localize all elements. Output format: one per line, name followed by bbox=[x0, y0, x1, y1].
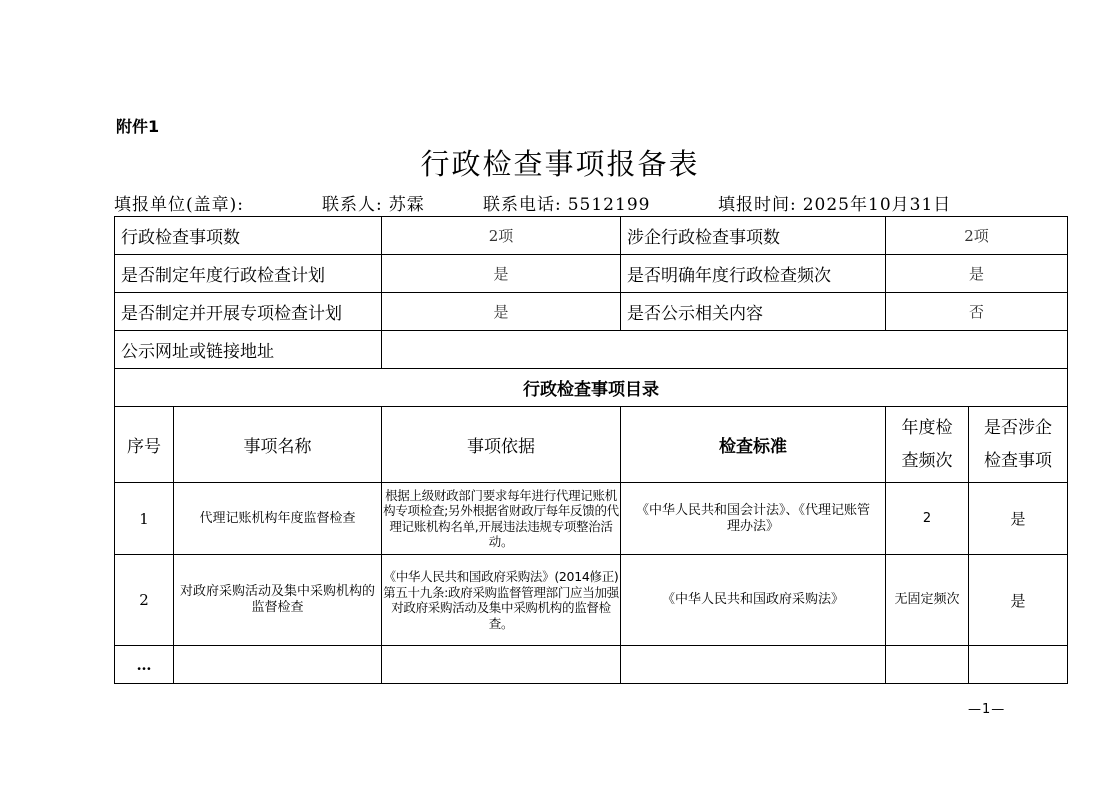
public-url-value bbox=[382, 331, 1068, 369]
item-basis: 《中华人民共和国政府采购法》(2014修正)第五十九条:政府采购监督管理部门应当加强对政府采购活动及集中采购机构的监督检查。 bbox=[382, 555, 621, 646]
summary-row bbox=[115, 255, 1068, 293]
summary-label: 是否制定年度行政检查计划 bbox=[115, 255, 382, 293]
inspection-table bbox=[114, 216, 1068, 684]
date-value: 2025年10月31日 bbox=[802, 195, 952, 215]
item-enterprise: 是 bbox=[969, 483, 1068, 555]
item-frequency: 2 bbox=[886, 483, 969, 555]
header-frequency-line2: 查频次 bbox=[901, 450, 953, 471]
summary-label: 是否公示相关内容 bbox=[621, 293, 886, 331]
header-enterprise bbox=[969, 407, 1068, 483]
contact-value: 苏霖 bbox=[388, 195, 425, 215]
summary-value: 是 bbox=[382, 255, 621, 293]
section-row bbox=[115, 369, 1068, 407]
empty-cell bbox=[969, 646, 1068, 684]
header-frequency bbox=[886, 407, 969, 483]
empty-cell bbox=[382, 646, 621, 684]
item-name: 对政府采购活动及集中采购机构的监督检查 bbox=[174, 555, 382, 646]
table-row bbox=[115, 483, 1068, 555]
phone-field bbox=[483, 190, 650, 215]
table-row bbox=[115, 555, 1068, 646]
item-standard: 《中华人民共和国政府采购法》 bbox=[621, 555, 886, 646]
header-standard: 检查标准 bbox=[621, 407, 886, 483]
phone-value: 5512199 bbox=[567, 195, 651, 215]
item-seq: 2 bbox=[115, 555, 174, 646]
item-standard: 《中华人民共和国会计法》、《代理记账管理办法》 bbox=[621, 483, 886, 555]
summary-row bbox=[115, 293, 1068, 331]
summary-value: 2项 bbox=[382, 217, 621, 255]
header-frequency-line1: 年度检 bbox=[901, 417, 953, 438]
attachment-label: 附件1 bbox=[116, 117, 160, 136]
summary-value: 是 bbox=[886, 255, 1068, 293]
phone-label: 联系电话: bbox=[483, 195, 562, 215]
ellipsis-cell: … bbox=[115, 646, 174, 684]
empty-cell bbox=[621, 646, 886, 684]
header-row bbox=[115, 407, 1068, 483]
header-enterprise-line2: 检查事项 bbox=[984, 450, 1052, 471]
header-basis: 事项依据 bbox=[382, 407, 621, 483]
item-basis: 根据上级财政部门要求每年进行代理记账机构专项检查;另外根据省财政厅每年反馈的代理记账机构名单,开展违法违规专项整治活动。 bbox=[382, 483, 621, 555]
summary-value: 否 bbox=[886, 293, 1068, 331]
item-frequency: 无固定频次 bbox=[886, 555, 969, 646]
summary-label: 是否明确年度行政检查频次 bbox=[621, 255, 886, 293]
date-field bbox=[718, 190, 951, 215]
header-seq: 序号 bbox=[115, 407, 174, 483]
page-title: 行政检查事项报备表 bbox=[420, 147, 700, 181]
empty-cell bbox=[886, 646, 969, 684]
header-name: 事项名称 bbox=[174, 407, 382, 483]
header-enterprise-line1: 是否涉企 bbox=[984, 417, 1052, 438]
summary-value: 是 bbox=[382, 293, 621, 331]
item-seq: 1 bbox=[115, 483, 174, 555]
item-name: 代理记账机构年度监督检查 bbox=[174, 483, 382, 555]
unit-label: 填报单位(盖章): bbox=[114, 195, 244, 215]
item-enterprise: 是 bbox=[969, 555, 1068, 646]
table-row bbox=[115, 646, 1068, 684]
summary-label: 是否制定并开展专项检查计划 bbox=[115, 293, 382, 331]
date-label: 填报时间: bbox=[718, 195, 797, 215]
summary-row bbox=[115, 217, 1068, 255]
summary-label: 涉企行政检查事项数 bbox=[621, 217, 886, 255]
summary-label: 行政检查事项数 bbox=[115, 217, 382, 255]
page-number: —1— bbox=[968, 702, 1006, 717]
public-url-row bbox=[115, 331, 1068, 369]
public-url-label: 公示网址或链接地址 bbox=[115, 331, 382, 369]
section-title: 行政检查事项目录 bbox=[115, 369, 1068, 407]
contact-field bbox=[322, 190, 425, 215]
summary-value: 2项 bbox=[886, 217, 1068, 255]
empty-cell bbox=[174, 646, 382, 684]
contact-label: 联系人: bbox=[322, 195, 383, 215]
